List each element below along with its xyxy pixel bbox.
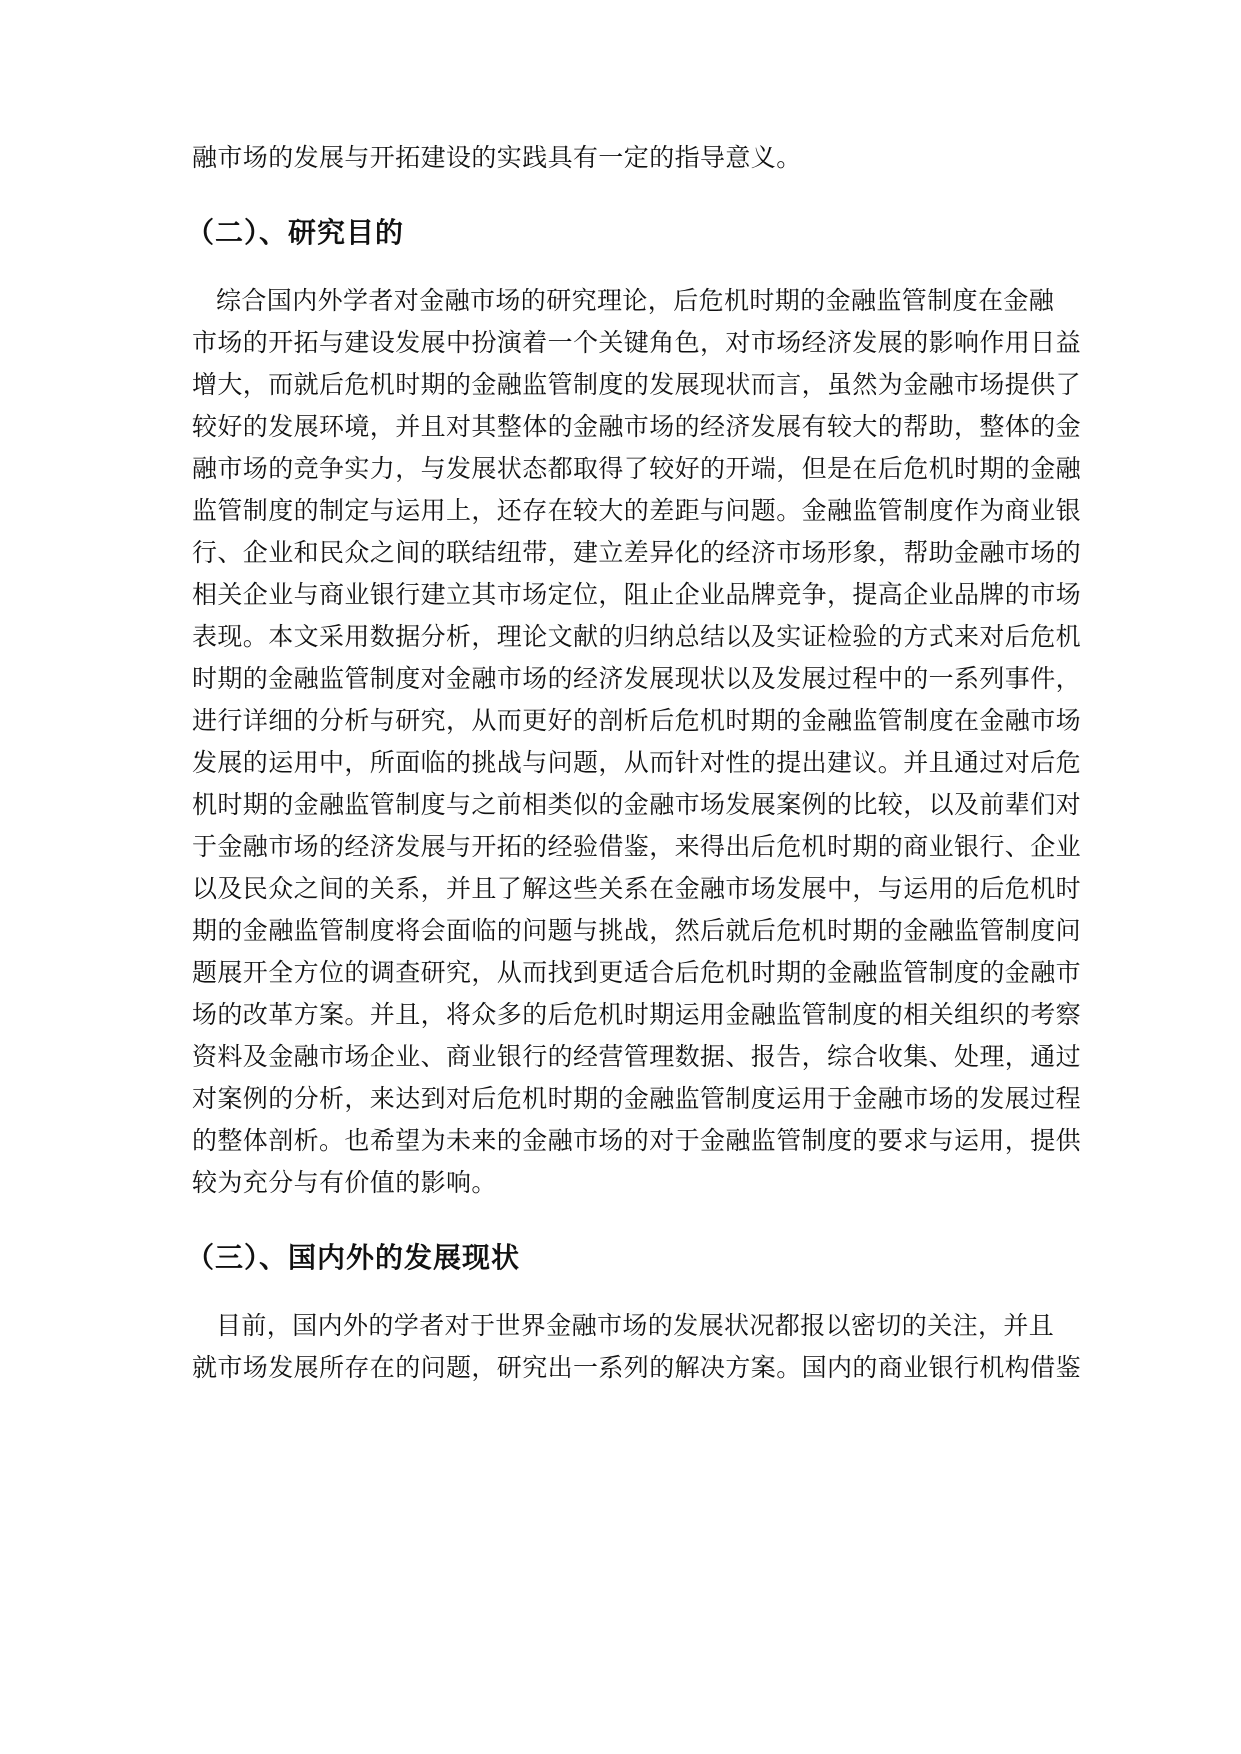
intro-tail-line: 融市场的发展与开拓建设的实践具有一定的指导意义。: [192, 143, 802, 172]
paragraph-line: 增大，而就后危机时期的金融监管制度的发展现状而言，虽然为金融市场提供了: [192, 370, 1082, 399]
section-heading-research-purpose: （二）、研究目的: [186, 216, 405, 249]
paragraph-line: 目前，国内外的学者对于世界金融市场的发展状况都报以密切的关注，并且: [216, 1311, 1055, 1340]
paragraph-line: 监管制度的制定与运用上，还存在较大的差距与问题。金融监管制度作为商业银: [192, 496, 1082, 525]
paragraph-line: 较好的发展环境，并且对其整体的金融市场的经济发展有较大的帮助，整体的金: [192, 412, 1082, 441]
paragraph-line: 的整体剖析。也希望为未来的金融市场的对于金融监管制度的要求与运用，提供: [192, 1126, 1082, 1155]
paragraph-line: 资料及金融市场企业、商业银行的经营管理数据、报告，综合收集、处理，通过: [192, 1042, 1082, 1071]
paragraph-line: 以及民众之间的关系，并且了解这些关系在金融市场发展中，与运用的后危机时: [192, 874, 1082, 903]
paragraph-line: 较为充分与有价值的影响。: [192, 1168, 497, 1197]
paragraph-line: 发展的运用中，所面临的挑战与问题，从而针对性的提出建议。并且通过对后危: [192, 748, 1082, 777]
paragraph-line: 期的金融监管制度将会面临的问题与挑战，然后就后危机时期的金融监管制度问: [192, 916, 1082, 945]
paragraph-line: 就市场发展所存在的问题，研究出一系列的解决方案。国内的商业银行机构借鉴: [192, 1353, 1082, 1382]
paragraph-line: 融市场的竞争实力，与发展状态都取得了较好的开端，但是在后危机时期的金融: [192, 454, 1082, 483]
paragraph-line: 相关企业与商业银行建立其市场定位，阻止企业品牌竞争，提高企业品牌的市场: [192, 580, 1082, 609]
paragraph-line: 机时期的金融监管制度与之前相类似的金融市场发展案例的比较，以及前辈们对: [192, 790, 1082, 819]
paragraph-line: 于金融市场的经济发展与开拓的经验借鉴，来得出后危机时期的商业银行、企业: [192, 832, 1082, 861]
paragraph-line: 进行详细的分析与研究，从而更好的剖析后危机时期的金融监管制度在金融市场: [192, 706, 1082, 735]
paragraph-line: 题展开全方位的调查研究，从而找到更适合后危机时期的金融监管制度的金融市: [192, 958, 1082, 987]
paragraph-line: 综合国内外学者对金融市场的研究理论，后危机时期的金融监管制度在金融: [216, 286, 1055, 315]
paragraph-line: 市场的开拓与建设发展中扮演着一个关键角色，对市场经济发展的影响作用日益: [192, 328, 1082, 357]
paragraph-line: 对案例的分析，来达到对后危机时期的金融监管制度运用于金融市场的发展过程: [192, 1084, 1082, 1113]
paragraph-line: 时期的金融监管制度对金融市场的经济发展现状以及发展过程中的一系列事件，: [192, 664, 1082, 693]
paragraph-line: 场的改革方案。并且，将众多的后危机时期运用金融监管制度的相关组织的考察: [192, 1000, 1082, 1029]
paragraph-line: 表现。本文采用数据分析，理论文献的归纳总结以及实证检验的方式来对后危机: [192, 622, 1082, 651]
section-heading-development-status: （三）、国内外的发展现状: [186, 1241, 521, 1274]
paragraph-line: 行、企业和民众之间的联结纽带，建立差异化的经济市场形象，帮助金融市场的: [192, 538, 1082, 567]
